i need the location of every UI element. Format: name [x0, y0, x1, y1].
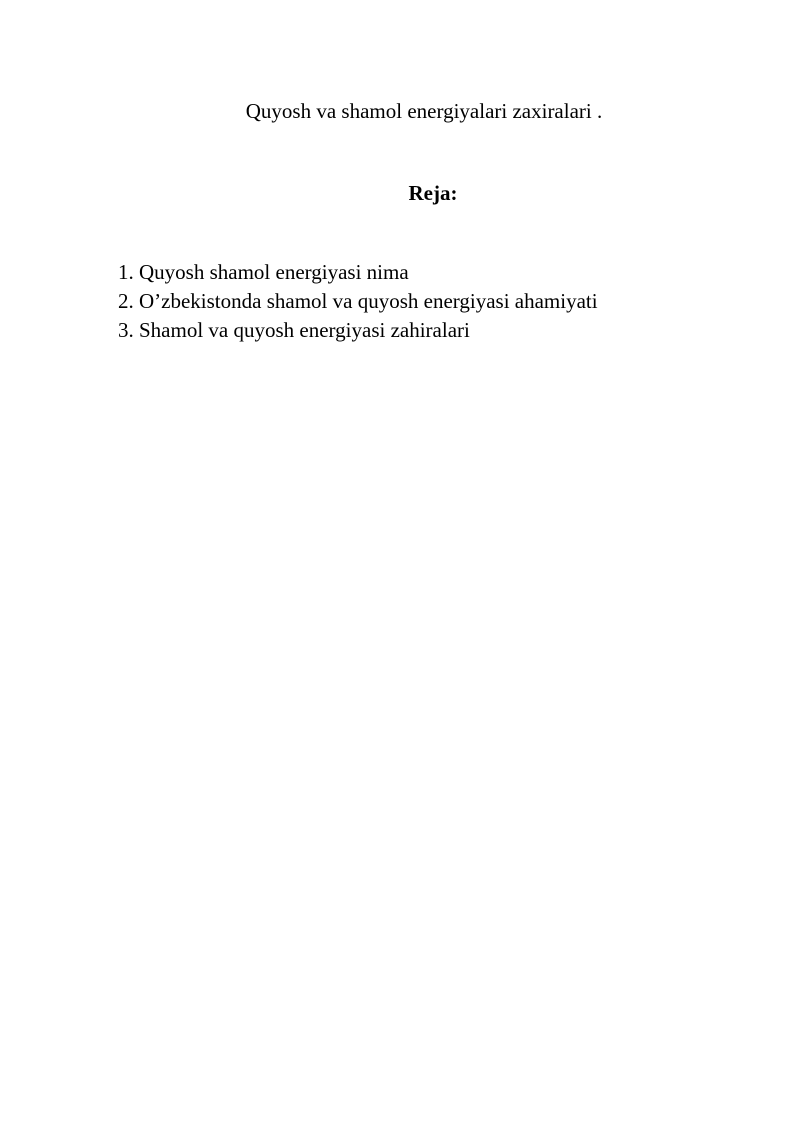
plan-item-text: O’zbekistonda shamol va quyosh energiyasi ahamiyati: [139, 289, 598, 313]
plan-list: [118, 258, 598, 345]
plan-item-number: 3.: [118, 318, 134, 342]
plan-heading: Reja:: [408, 181, 458, 205]
plan-item-number: 2.: [118, 289, 134, 313]
document-title: Quyosh va shamol energiyalari zaxiralari .: [245, 99, 603, 123]
plan-item-text: Quyosh shamol energiyasi nima: [139, 260, 409, 284]
plan-item: [118, 258, 598, 287]
plan-item-text: Shamol va quyosh energiyasi zahiralari: [139, 318, 470, 342]
plan-item: [118, 287, 598, 316]
plan-item-number: 1.: [118, 260, 134, 284]
plan-item: [118, 316, 598, 345]
